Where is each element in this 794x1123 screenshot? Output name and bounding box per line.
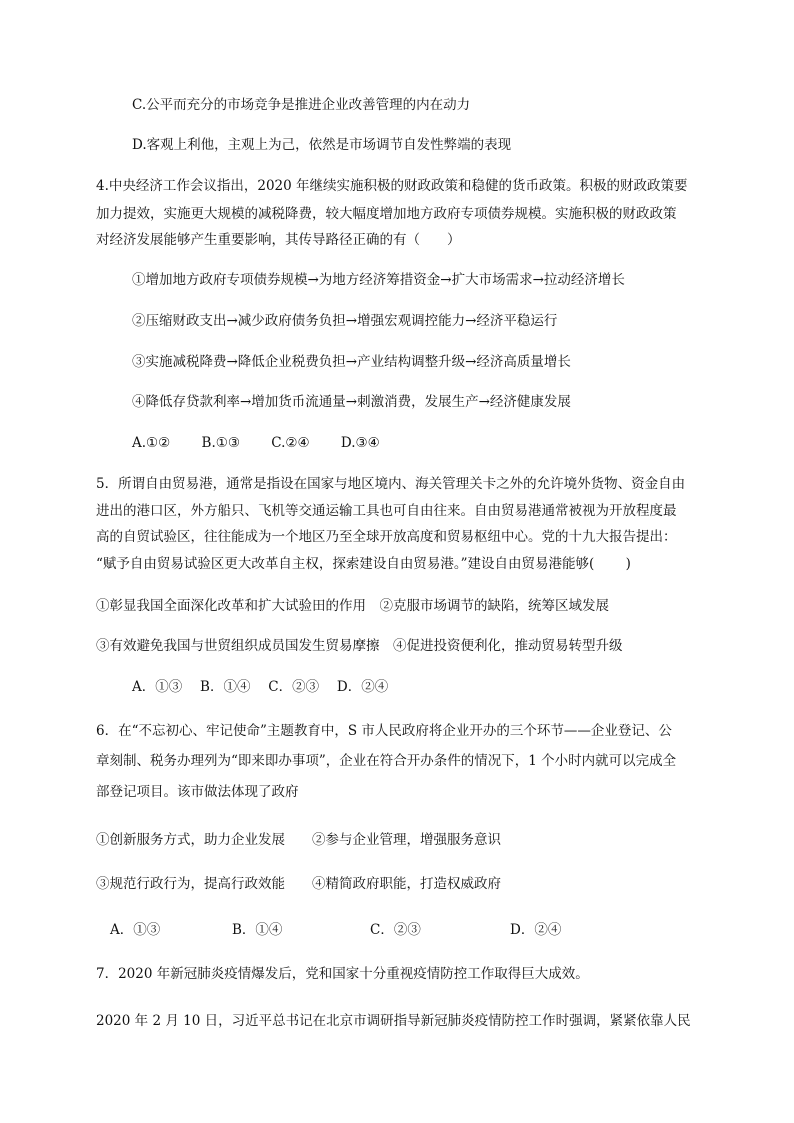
q7-stem-line-2: 2020 年 2 月 10 日，习近平总书记在北京市调研指导新冠肺炎疫情防控工作时强调，紧紧依靠人民 [96,1013,691,1029]
q6-stem-line-1: 6．在“不忘初心、牢记使命”主题教育中，S 市人民政府将企业开办的三个环节——企业登记、公 [96,723,672,739]
q5-items-3-4: ③有效避免我国与世贸组织成员国发生贸易摩擦 ④促进投资便利化，推动贸易转型升级 [96,638,623,654]
q4-item-4: ④降低存贷款利率→增加货币流通量→刺激消费，发展生产→经济健康发展 [132,394,571,410]
q5-items-1-2: ①彰显我国全面深化改革和扩大试验田的作用 ②克服市场调节的缺陷，统筹区域发展 [96,598,609,614]
q4-item-3: ③实施减税降费→降低企业税费负担→产业结构调整升级→经济高质量增长 [132,354,571,370]
q5-stem-line-1: 5．所谓自由贸易港，通常是指设在国家与地区境内、海关管理关卡之外的允许境外货物、资金自由 [96,476,686,492]
q4-item-1: ①增加地方政府专项债券规模→为地方经济筹措资金→扩大市场需求→拉动经济增长 [132,272,625,288]
q3-option-c: C.公平而充分的市场竞争是推进企业改善管理的内在动力 [132,97,471,113]
q6-option-a: A．①③ [110,922,161,938]
q6-option-d: D．②④ [510,922,562,938]
q6-items-3-4: ③规范行政行为，提高行政效能 ④精简政府职能，打造权威政府 [96,876,501,892]
q4-stem-line-3: 对经济发展能够产生重要影响，其传导路径正确的有（ ） [96,232,461,248]
q4-stem-line-1: 4.中央经济工作会议指出，2020 年继续实施积极的财政政策和稳健的货币政策。积极的财政政策要 [96,178,688,194]
q6-items-1-2: ①创新服务方式，助力企业发展 ②参与企业管理，增强服务意识 [96,832,501,848]
q6-option-b: B．①④ [232,922,283,938]
q6-stem-line-3: 部登记项目。该市做法体现了政府 [96,784,299,800]
q5-options: A．①③ B．①④ C．②③ D．②④ [132,679,389,695]
q6-option-c: C．②③ [370,922,421,938]
q6-stem-line-2: 章刻制、税务办理列为“即来即办事项”，企业在符合开办条件的情况下，1 个小时内就可以完成全 [96,753,677,769]
q4-stem-line-2: 加力提效，实施更大规模的减税降费，较大幅度增加地方政府专项债券规模。实施积极的财政政策 [96,206,677,222]
q4-item-2: ②压缩财政支出→减少政府债务负担→增强宏观调控能力→经济平稳运行 [132,313,558,329]
q5-stem-line-2: 进出的港口区，外方船只、飞机等交通运输工具也可自由往来。自由贸易港通常被视为开放程度最 [96,503,677,519]
q5-stem-line-3: 高的自贸试验区，往往能成为一个地区乃至全球开放高度和贸易枢纽中心。党的十九大报告提出： [96,529,677,545]
q5-stem-line-4: “赋予自由贸易试验区更大改革自主权，探索建设自由贸易港。”建设自由贸易港能够( ) [96,556,631,572]
q7-stem-line-1: 7．2020 年新冠肺炎疫情爆发后，党和国家十分重视疫情防控工作取得巨大成效。 [96,966,589,982]
q3-option-d: D.客观上利他，主观上为己，依然是市场调节自发性弊端的表现 [132,137,512,153]
q4-options: A.①② B.①③ C.②④ D.③④ [132,435,380,451]
